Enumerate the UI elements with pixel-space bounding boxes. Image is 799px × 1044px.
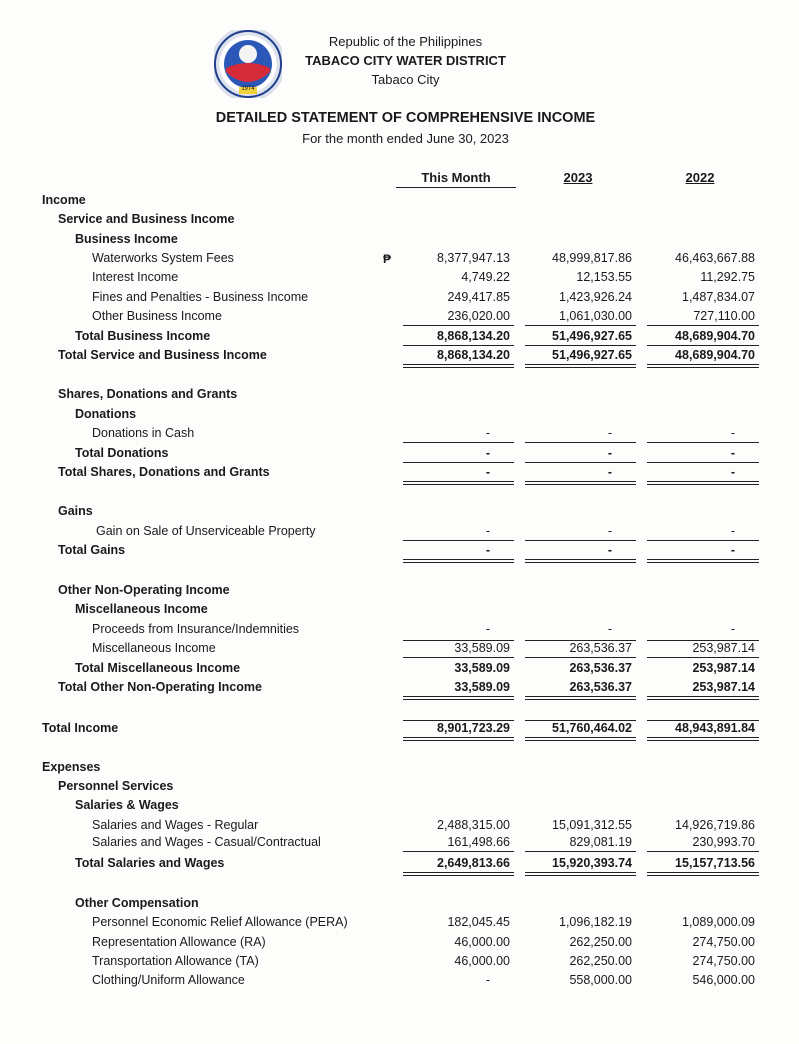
table-row	[0, 465, 799, 484]
statement-subtitle: For the month ended June 30, 2023	[302, 131, 509, 146]
cell-c3: 15,157,713.56	[675, 856, 755, 870]
cell-c2: 15,920,393.74	[552, 856, 632, 870]
header-line-city: Tabaco City	[371, 72, 440, 87]
table-row	[0, 760, 799, 779]
table-row	[0, 387, 799, 406]
table-row	[0, 798, 799, 817]
cell-c3: 48,689,904.70	[675, 329, 755, 343]
cell-c1: -	[485, 543, 490, 557]
row-label: Fines and Penalties - Business Income	[92, 290, 309, 304]
cell-c1: -	[485, 524, 490, 538]
cell-c2: 51,760,464.02	[552, 721, 632, 735]
cell-c1: 182,045.45	[447, 915, 510, 929]
table-row	[0, 915, 799, 934]
cell-c2: -	[607, 465, 612, 479]
cell-c3: -	[730, 446, 735, 460]
cell-c2: 1,423,926.24	[559, 290, 632, 304]
table-row	[0, 407, 799, 426]
cell-c3: 14,926,719.86	[675, 818, 755, 832]
cell-c1: 33,589.09	[454, 641, 510, 655]
row-label: Other Compensation	[75, 896, 199, 910]
table-row	[0, 232, 799, 251]
header-line-district: TABACO CITY WATER DISTRICT	[305, 53, 506, 68]
table-row	[0, 973, 799, 992]
cell-c3: 48,943,891.84	[675, 721, 755, 735]
row-label: Income	[42, 193, 86, 207]
header-line-republic: Republic of the Philippines	[328, 34, 483, 49]
cell-c1: 8,868,134.20	[437, 348, 510, 362]
table-row	[0, 935, 799, 954]
currency-symbol: ₱	[383, 252, 392, 266]
cell-c1: 161,498.66	[447, 835, 510, 849]
row-label: Total Service and Business Income	[58, 348, 267, 362]
row-label: Salaries and Wages - Casual/Contractual	[92, 835, 321, 849]
column-header-2022: 2022	[685, 170, 715, 185]
cell-c3: -	[730, 426, 735, 440]
row-label: Salaries and Wages - Regular	[92, 818, 259, 832]
row-label: Total Business Income	[75, 329, 211, 343]
row-label: Service and Business Income	[58, 212, 235, 226]
cell-c3: -	[730, 622, 735, 636]
cell-c2: 829,081.19	[569, 835, 632, 849]
row-label: Miscellaneous Income	[75, 602, 208, 616]
row-label: Salaries & Wages	[75, 798, 179, 812]
cell-c1: 4,749.22	[461, 270, 510, 284]
row-label: Total Miscellaneous Income	[75, 661, 241, 675]
cell-c2: 263,536.37	[569, 680, 632, 694]
table-row	[0, 426, 799, 445]
table-row	[0, 446, 799, 465]
cell-c3: -	[730, 543, 735, 557]
cell-c2: 263,536.37	[569, 661, 632, 675]
cell-c1: 33,589.09	[454, 661, 510, 675]
row-label: Total Shares, Donations and Grants	[58, 465, 270, 479]
cell-c1: 33,589.09	[454, 680, 510, 694]
table-row	[0, 721, 799, 740]
row-label: Transportation Allowance (TA)	[92, 954, 259, 968]
column-header-2023: 2023	[563, 170, 593, 185]
row-label: Shares, Donations and Grants	[58, 387, 238, 401]
row-label: Interest Income	[92, 270, 179, 284]
table-row	[0, 835, 799, 854]
row-label: Business Income	[75, 232, 178, 246]
cell-c1: 236,020.00	[447, 309, 510, 323]
table-row	[0, 856, 799, 875]
cell-c2: 262,250.00	[569, 954, 632, 968]
cell-c3: -	[730, 524, 735, 538]
cell-c2: -	[607, 446, 612, 460]
cell-c1: 249,417.85	[447, 290, 510, 304]
table-row	[0, 680, 799, 699]
table-row	[0, 504, 799, 523]
table-row	[0, 583, 799, 602]
cell-c1: -	[485, 973, 490, 987]
table-row	[0, 270, 799, 289]
cell-c1: 8,868,134.20	[437, 329, 510, 343]
cell-c1: -	[485, 465, 490, 479]
table-row	[0, 348, 799, 367]
cell-c3: 11,292.75	[700, 270, 755, 284]
cell-c2: 263,536.37	[569, 641, 632, 655]
cell-c3: 274,750.00	[692, 954, 755, 968]
row-label: Total Income	[42, 721, 119, 735]
cell-c3: 727,110.00	[693, 309, 755, 323]
cell-c3: 1,487,834.07	[682, 290, 755, 304]
table-row	[0, 212, 799, 231]
cell-c3: 1,089,000.09	[682, 915, 755, 929]
cell-c3: 253,987.14	[692, 661, 755, 675]
cell-c1: -	[485, 426, 490, 440]
cell-c3: 230,993.70	[692, 835, 755, 849]
cell-c1: 46,000.00	[454, 954, 510, 968]
table-row	[0, 602, 799, 621]
row-label: Waterworks System Fees	[92, 251, 234, 265]
row-label: Total Salaries and Wages	[75, 856, 225, 870]
cell-c1: 2,649,813.66	[437, 856, 510, 870]
cell-c2: 51,496,927.65	[552, 348, 632, 362]
cell-c2: -	[607, 622, 612, 636]
cell-c2: -	[607, 426, 612, 440]
row-label: Total Other Non-Operating Income	[58, 680, 262, 694]
cell-c1: -	[485, 446, 490, 460]
cell-c2: 1,096,182.19	[559, 915, 632, 929]
cell-c3: 48,689,904.70	[675, 348, 755, 362]
row-label: Other Business Income	[92, 309, 222, 323]
column-header-this-month: This Month	[421, 170, 491, 185]
cell-c2: 262,250.00	[569, 935, 632, 949]
cell-c2: 48,999,817.86	[552, 251, 632, 265]
cell-c1: 2,488,315.00	[437, 818, 510, 832]
logo-year: 1974	[241, 86, 255, 92]
cell-c3: 46,463,667.88	[675, 251, 755, 265]
table-row	[0, 622, 799, 641]
table-row	[0, 329, 799, 348]
cell-c2: 12,153.55	[576, 270, 632, 284]
cell-c2: -	[607, 524, 612, 538]
table-row	[0, 954, 799, 973]
table-row	[0, 641, 799, 660]
row-label: Total Donations	[75, 446, 169, 460]
table-row	[0, 779, 799, 798]
table-row	[0, 524, 799, 543]
row-label: Gain on Sale of Unserviceable Property	[96, 524, 316, 538]
row-label: Gains	[58, 504, 93, 518]
row-label: Total Gains	[58, 543, 126, 557]
row-label: Proceeds from Insurance/Indemnities	[92, 622, 300, 636]
row-label: Personnel Economic Relief Allowance (PERA)	[92, 915, 348, 929]
cell-c3: 546,000.00	[692, 973, 755, 987]
table-row	[0, 251, 799, 270]
table-row	[0, 193, 799, 212]
row-label: Clothing/Uniform Allowance	[92, 973, 245, 987]
cell-c2: -	[607, 543, 612, 557]
cell-c2: 1,061,030.00	[559, 309, 632, 323]
row-label: Other Non-Operating Income	[58, 583, 230, 597]
cell-c3: -	[730, 465, 735, 479]
table-row	[0, 309, 799, 328]
row-label: Expenses	[42, 760, 101, 774]
table-row	[0, 290, 799, 309]
row-label: Donations in Cash	[92, 426, 195, 440]
table-row	[0, 543, 799, 562]
table-row	[0, 896, 799, 915]
row-label: Personnel Services	[58, 779, 174, 793]
row-label: Representation Allowance (RA)	[92, 935, 266, 949]
table-row	[0, 661, 799, 680]
cell-c1: 46,000.00	[454, 935, 510, 949]
cell-c2: 558,000.00	[569, 973, 632, 987]
cell-c2: 15,091,312.55	[552, 818, 632, 832]
statement-title: DETAILED STATEMENT OF COMPREHENSIVE INCOME	[215, 110, 596, 126]
cell-c2: 51,496,927.65	[552, 329, 632, 343]
cell-c3: 274,750.00	[692, 935, 755, 949]
cell-c1: 8,377,947.13	[437, 251, 510, 265]
cell-c3: 253,987.14	[692, 641, 755, 655]
cell-c3: 253,987.14	[692, 680, 755, 694]
cell-c1: 8,901,723.29	[437, 721, 510, 735]
row-label: Miscellaneous Income	[92, 641, 216, 655]
cell-c1: -	[485, 622, 490, 636]
row-label: Donations	[75, 407, 137, 421]
